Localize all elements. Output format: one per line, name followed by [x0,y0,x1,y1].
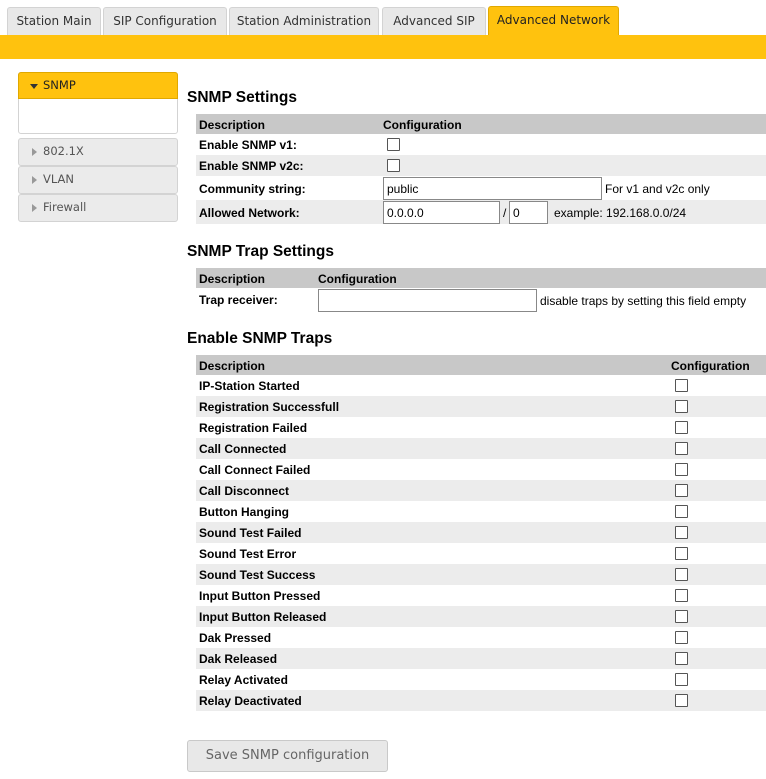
sidebar-item-label: VLAN [43,172,75,186]
allowed-network-label: Allowed Network: [199,206,300,220]
table-row [196,134,766,155]
table-header [196,114,766,134]
trap-checkbox[interactable] [675,631,688,644]
trap-checkbox[interactable] [675,421,688,434]
community-string-input[interactable]: public [383,177,602,200]
trap-checkbox[interactable] [675,505,688,518]
sidebar-item-label: SNMP [43,78,76,92]
trap-label: Registration Failed [199,421,308,435]
allowed-network-ip-input[interactable]: 0.0.0.0 [383,201,500,224]
trap-checkbox[interactable] [675,463,688,476]
table-row [196,501,766,522]
sidebar-item-vlan[interactable] [18,166,178,194]
sidebar-item-snmp[interactable] [18,72,178,134]
trap-checkbox[interactable] [675,379,688,392]
trap-checkbox[interactable] [675,484,688,497]
tab-station-administration[interactable]: Station Administration [229,7,379,35]
trap-label: Sound Test Success [199,568,316,582]
trap-label: Input Button Pressed [199,589,321,603]
table-header [196,355,766,375]
tab-advanced-network[interactable]: Advanced Network [488,6,619,36]
enable-traps-table [196,355,766,711]
trap-checkbox[interactable] [675,400,688,413]
table-row [196,480,766,501]
community-note: For v1 and v2c only [605,182,710,196]
trap-checkbox[interactable] [675,526,688,539]
col-description: Description [199,359,266,373]
chevron-right-icon [32,148,37,156]
table-row [196,288,766,312]
trap-label: Call Disconnect [199,484,290,498]
trap-receiver-note: disable traps by setting this field empty [540,294,747,308]
trap-checkbox[interactable] [675,568,688,581]
enable-v2c-label: Enable SNMP v2c: [199,159,304,173]
trap-settings-title: SNMP Trap Settings [187,243,334,260]
col-configuration: Configuration [383,118,462,132]
allowed-network-mask-input[interactable]: 0 [509,201,548,224]
trap-receiver-label: Trap receiver: [199,293,278,307]
chevron-right-icon [32,176,37,184]
trap-checkbox[interactable] [675,694,688,707]
table-row [196,417,766,438]
tab-sip-configuration[interactable]: SIP Configuration [103,7,227,35]
trap-checkbox[interactable] [675,589,688,602]
table-row [196,438,766,459]
allowed-network-note: example: 192.168.0.0/24 [554,206,687,220]
table-row [196,176,766,200]
trap-label: IP-Station Started [199,379,300,393]
tab-bar [0,0,766,36]
col-configuration: Configuration [318,272,397,286]
table-row [196,606,766,627]
tab-content-bar [0,35,766,59]
tab-advanced-sip[interactable]: Advanced SIP [382,7,486,35]
trap-receiver-input[interactable] [318,289,537,312]
sidebar-item-firewall[interactable] [18,194,178,222]
table-row [196,522,766,543]
trap-label: Relay Activated [199,673,288,687]
chevron-down-icon [30,84,38,89]
table-row [196,155,766,176]
table-row [196,669,766,690]
sidebar-item-label: 802.1X [43,144,84,158]
table-row [196,627,766,648]
col-configuration: Configuration [671,359,750,373]
tab-station-main[interactable]: Station Main [7,7,101,35]
trap-label: Dak Pressed [199,631,272,645]
table-row [196,200,766,224]
community-label: Community string: [199,182,306,196]
trap-checkbox[interactable] [675,442,688,455]
sidebar-item-label: Firewall [43,200,87,214]
enable-traps-title: Enable SNMP Traps [187,330,333,347]
trap-label: Input Button Released [199,610,327,624]
save-snmp-configuration-button[interactable]: Save SNMP configuration [187,740,388,772]
table-row [196,543,766,564]
trap-checkbox[interactable] [675,547,688,560]
trap-label: Call Connect Failed [199,463,311,477]
trap-label: Button Hanging [199,505,289,519]
sidebar-item-8021x[interactable] [18,138,178,166]
trap-settings-table [196,268,766,312]
trap-label: Relay Deactivated [199,694,302,708]
table-row [196,585,766,606]
enable-v1-label: Enable SNMP v1: [199,138,297,152]
trap-label: Dak Released [199,652,278,666]
snmp-settings-table [196,114,766,224]
table-row [196,648,766,669]
table-row [196,459,766,480]
enable-snmp-v1-checkbox[interactable] [387,138,400,151]
table-row [196,396,766,417]
trap-checkbox[interactable] [675,610,688,623]
trap-label: Sound Test Failed [199,526,302,540]
table-row [196,375,766,396]
trap-label: Sound Test Error [199,547,297,561]
table-header [196,268,766,288]
col-description: Description [199,118,266,132]
allowed-network-separator: / [503,206,507,220]
chevron-right-icon [32,204,37,212]
trap-label: Call Connected [199,442,287,456]
snmp-settings-title: SNMP Settings [187,89,297,106]
table-row [196,564,766,585]
trap-checkbox[interactable] [675,652,688,665]
table-row [196,690,766,711]
enable-snmp-v2c-checkbox[interactable] [387,159,400,172]
trap-label: Registration Successfull [199,400,340,414]
col-description: Description [199,272,266,286]
trap-checkbox[interactable] [675,673,688,686]
